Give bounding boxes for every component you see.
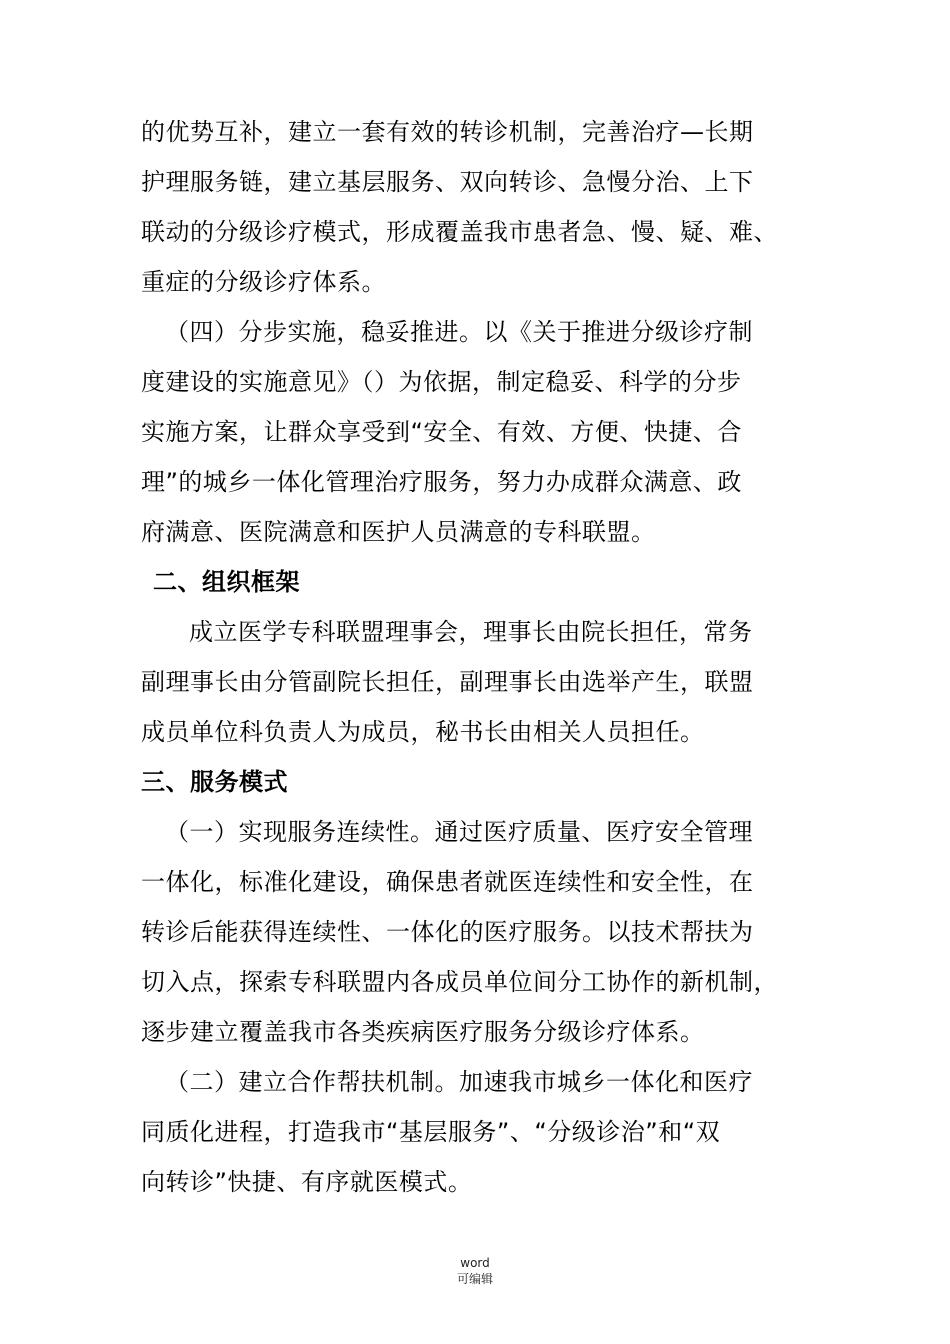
body-text-line: 副理事长由分管副院长担任，副理事长由选举产生，联盟 xyxy=(141,668,754,696)
paragraph-first-line: （一）实现服务连续性。通过医疗质量、医疗安全管理 xyxy=(165,818,753,846)
body-text-line: 实施方案，让群众享受到“安全、有效、方便、快捷、合 xyxy=(141,418,742,446)
body-text-line: 护理服务链，建立基层服务、双向转诊、急慢分治、上下 xyxy=(141,168,754,196)
paragraph-first-line: （四）分步实施，稳妥推进。以《关于推进分级诊疗制 xyxy=(165,318,753,346)
body-text-line: 逐步建立覆盖我市各类疾病医疗服务分级诊疗体系。 xyxy=(141,1018,705,1046)
body-text-line: 成员单位科负责人为成员，秘书长由相关人员担任。 xyxy=(141,718,705,746)
body-text-line: 向转诊”快捷、有序就医模式。 xyxy=(141,1168,473,1196)
body-text-line: 重症的分级诊疗体系。 xyxy=(141,268,386,296)
body-text-line: 同质化进程，打造我市“基层服务”、“分级诊治”和“双 xyxy=(141,1118,721,1146)
section-heading-organization: 二、组织框架 xyxy=(153,568,300,596)
body-text-line: 一体化，标准化建设，确保患者就医连续性和安全性，在 xyxy=(141,868,754,896)
body-text-line: 的优势互补，建立一套有效的转诊机制，完善治疗—长期 xyxy=(141,118,754,146)
body-text-line: 理”的城乡一体化管理治疗服务，努力办成群众满意、政 xyxy=(141,468,742,496)
paragraph-first-line: 成立医学专科联盟理事会，理事长由院长担任，常务 xyxy=(189,618,753,646)
section-heading-service-mode: 三、服务模式 xyxy=(141,768,288,796)
body-text-line: 转诊后能获得连续性、一体化的医疗服务。以技术帮扶为 xyxy=(141,918,754,946)
body-text-line: 府满意、医院满意和医护人员满意的专科联盟。 xyxy=(141,518,656,546)
paragraph-first-line: （二）建立合作帮扶机制。加速我市城乡一体化和医疗 xyxy=(165,1068,753,1096)
body-text-line: 切入点，探索专科联盟内各成员单位间分工协作的新机制， xyxy=(141,968,778,996)
footer-word-label: word xyxy=(460,1256,490,1270)
body-text-line: 度建设的实施意见》（）为依据，制定稳妥、科学的分步 xyxy=(141,368,742,396)
body-text-line: 联动的分级诊疗模式，形成覆盖我市患者急、慢、疑、难、 xyxy=(141,218,778,246)
footer-editable-label: 可编辑 xyxy=(456,1272,493,1286)
